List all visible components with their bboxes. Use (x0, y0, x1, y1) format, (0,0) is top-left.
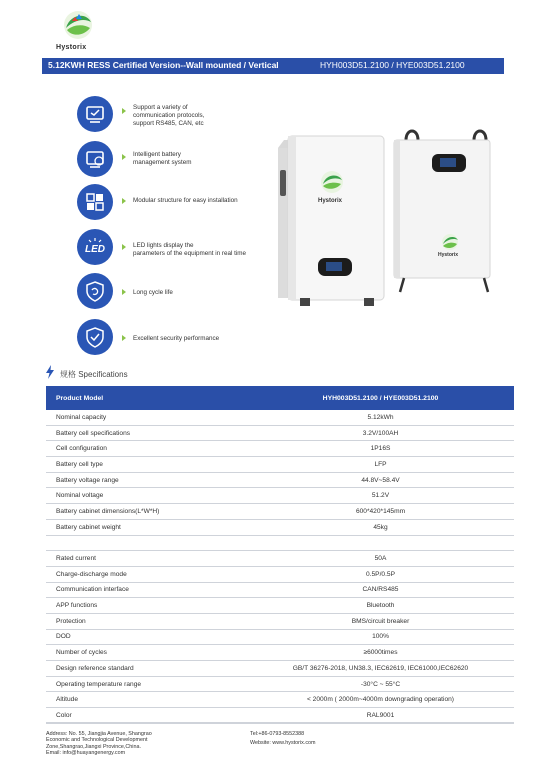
led-icon (77, 229, 113, 265)
feature-text-1: Support a variety of communication protocols, support RS485, CAN, etc (133, 104, 205, 127)
spec-value: -30°C ~ 55°C (247, 676, 514, 692)
feature-text-5: Long cycle life (133, 289, 173, 296)
spec-label: Battery voltage range (46, 472, 247, 488)
feature-bullet (122, 198, 126, 204)
lightning-icon (46, 365, 54, 384)
table-header-row (46, 386, 514, 410)
table-row (46, 441, 514, 457)
table-row (46, 504, 514, 520)
spec-value: 100% (247, 629, 514, 645)
table-row (46, 425, 514, 441)
spec-heading: 规格 Specifications (60, 370, 128, 379)
spec-label: APP functions (46, 598, 247, 614)
spec-value: RAL9001 (247, 708, 514, 724)
spec-value: 600*420*145mm (247, 504, 514, 520)
table-row (46, 457, 514, 473)
spec-table (46, 386, 514, 724)
table-row (46, 676, 514, 692)
spec-label: DOD (46, 629, 247, 645)
feature-text-4: LED lights display the parameters of the equipment in real time (133, 242, 247, 257)
footer-tel: Tel:+86-0793-8552388 (250, 731, 305, 737)
spec-value: Bluetooth (247, 598, 514, 614)
spec-value: < 2000m ( 2000m~4000m downgrading operation) (247, 692, 514, 708)
spec-value: CAN/RS485 (247, 582, 514, 598)
spec-label: Color (46, 708, 247, 724)
shield-check-icon (77, 319, 113, 355)
spec-value (247, 535, 514, 551)
footer-website[interactable]: Website: www.hystorix.com (250, 740, 316, 747)
spec-label: Battery cell specifications (46, 425, 247, 441)
table-row (46, 629, 514, 645)
spec-label: Operating temperature range (46, 676, 247, 692)
spec-value: 5.12kWh (247, 410, 514, 425)
spec-value: 45kg (247, 519, 514, 535)
table-row (46, 613, 514, 629)
spec-label: Charge-discharge mode (46, 566, 247, 582)
vertical-battery-brand: Hystorix (438, 252, 459, 258)
banner-title: 5.12KWH RESS Certified Version--Wall mounted / Vertical (48, 60, 279, 70)
spec-label: Number of cycles (46, 645, 247, 661)
table-row (46, 582, 514, 598)
footer-contact (250, 731, 316, 747)
spec-value: 1P16S (247, 441, 514, 457)
feature-text-2: Intelligent battery management system (133, 151, 192, 166)
header-cell: Product Model (46, 386, 247, 410)
footer-divider (46, 722, 514, 723)
spec-label (46, 535, 247, 551)
svg-text:LED: LED (85, 244, 105, 255)
spec-label: Rated current (46, 551, 247, 567)
brand-name: Hystorix (56, 44, 87, 51)
table-row (46, 551, 514, 567)
spec-value: 50A (247, 551, 514, 567)
wall-mounted-battery-image (270, 130, 390, 310)
spec-label: Battery cabinet dimensions(L*W*H) (46, 504, 247, 520)
wall-battery-brand: Hystorix (318, 198, 343, 204)
table-row (46, 692, 514, 708)
table-row (46, 488, 514, 504)
vertical-battery-image (392, 126, 496, 296)
table-row (46, 410, 514, 425)
table-row (46, 472, 514, 488)
spec-label: Cell configuration (46, 441, 247, 457)
spec-value: 44.8V~58.4V (247, 472, 514, 488)
spec-value: 0.5P/0.5P (247, 566, 514, 582)
shield-refresh-icon (77, 273, 113, 309)
table-row (46, 566, 514, 582)
spec-label: Battery cell type (46, 457, 247, 473)
table-row (46, 661, 514, 677)
table-row (46, 598, 514, 614)
communication-icon (77, 96, 113, 132)
spec-value: GB/T 36276-2018, UN38.3, IEC62619, IEC61000,IEC62620 (247, 661, 514, 677)
feature-bullet (122, 108, 126, 114)
spec-value: BMS/circuit breaker (247, 613, 514, 629)
spec-label: Protection (46, 613, 247, 629)
spec-label: Communication interface (46, 582, 247, 598)
feature-bullet (122, 289, 126, 295)
feature-bullet (122, 244, 126, 250)
table-row (46, 535, 514, 551)
battery-management-icon (77, 141, 113, 177)
table-row (46, 708, 514, 724)
spec-value: 3.2V/100AH (247, 425, 514, 441)
footer-email[interactable]: Email: info@huayangenergy.com (46, 749, 126, 756)
spec-label: Design reference standard (46, 661, 247, 677)
spec-label: Nominal voltage (46, 488, 247, 504)
banner-model: HYH003D51.2100 / HYE003D51.2100 (320, 60, 465, 70)
spec-label: Nominal capacity (46, 410, 247, 425)
spec-value: ≥6000times (247, 645, 514, 661)
table-row (46, 645, 514, 661)
spec-label: Altitude (46, 692, 247, 708)
footer-address: Address: No. 55, Jiangjia Avenue, Shangrao Economic and Technological Development Zone,Shangrao,Jiangxi Province,China. Email: info@huayangenergy.com (46, 731, 152, 756)
spec-value: LFP (247, 457, 514, 473)
spec-label: Battery cabinet weight (46, 519, 247, 535)
feature-bullet (122, 335, 126, 341)
table-row (46, 519, 514, 535)
feature-bullet (122, 154, 126, 160)
feature-text-6: Excellent security performance (133, 335, 220, 342)
header-cell: HYH003D51.2100 / HYE003D51.2100 (247, 386, 514, 410)
modular-icon (77, 184, 113, 220)
feature-text-3: Modular structure for easy installation (133, 197, 238, 204)
spec-value: 51.2V (247, 488, 514, 504)
